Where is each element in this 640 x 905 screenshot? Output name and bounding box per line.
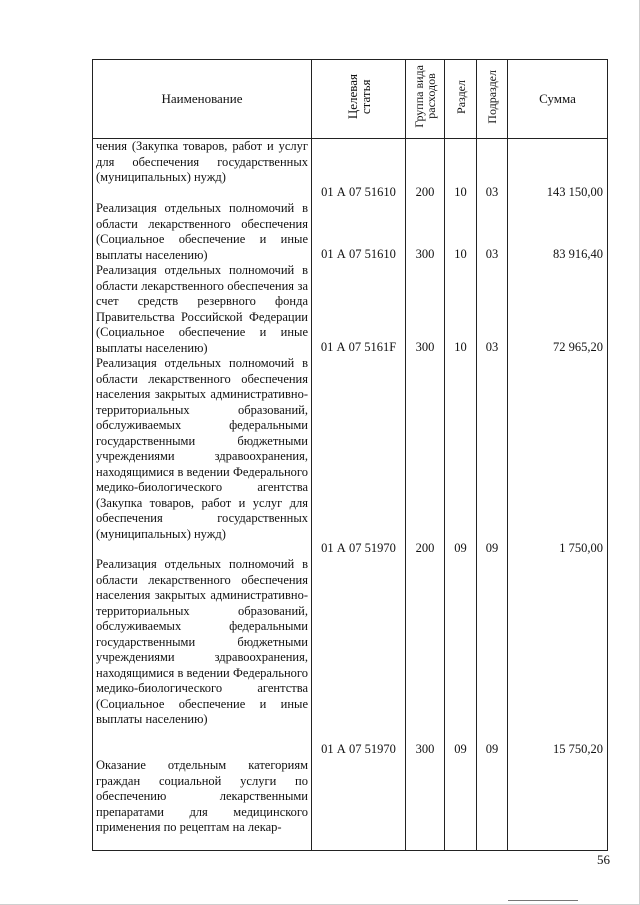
row-sum: 143 150,00	[546, 185, 603, 199]
target-column	[312, 139, 406, 851]
row-group: 300	[415, 742, 435, 756]
row-subsection: 09	[485, 541, 499, 555]
section-column	[445, 139, 477, 851]
table-body-row	[93, 139, 608, 851]
row-name: Реализация отдельных полномочий в области лекарственного обеспечения за счет средств резервного фонда Правительства Российской Федерации (Социальное обеспечение и иные выплаты населению)	[96, 263, 308, 355]
header-section: Раздел	[445, 60, 477, 139]
row-group: 200	[415, 185, 435, 199]
group-column	[406, 139, 445, 851]
row-section: 09	[454, 541, 467, 555]
header-subsection: Подраздел	[477, 60, 508, 139]
row-sum: 15 750,20	[553, 742, 603, 756]
row-section: 10	[454, 185, 467, 199]
row-name: чения (Закупка товаров, работ и услуг для обеспечения государственных (муниципальных) нужд)	[96, 139, 308, 184]
header-row	[93, 60, 608, 139]
row-name: Реализация отдельных полномочий в области лекарственного обеспечения населения закрытых административно-территориальных образований, обслуживаемых федеральными государственными бюджетными учреждениями здравоохранения, находящимися в ведении Федерального медико-биологического агентства (Социальное обеспечение и иные выплаты населению)	[96, 557, 308, 726]
row-subsection: 09	[485, 742, 499, 756]
row-name: Реализация отдельных полномочий в области лекарственного обеспечения населения закрытых административно-территориальных образований, обслуживаемых федеральными государственными бюджетными учреждениями здравоохранения, находящимися в ведении Федерального медико-биологического агентства (Закупка товаров, работ и услуг для обеспечения государственных (муниципальных) нужд)	[96, 356, 308, 541]
row-name: Оказание отдельным категориям граждан социальной услуги по обеспечению лекарственными препаратами для медицинского применения по рецептам на лекар-	[96, 758, 308, 834]
row-subsection: 03	[485, 185, 499, 199]
row-group: 200	[415, 541, 435, 555]
row-target: 01 А 07 51970	[321, 541, 396, 555]
budget-table	[92, 59, 608, 851]
row-name: Реализация отдельных полномочий в области лекарственного обеспечения (Социальное обеспечение и иные выплаты населению)	[96, 201, 308, 262]
row-group: 300	[415, 340, 435, 354]
row-sum: 83 916,40	[553, 247, 603, 261]
row-sum: 1 750,00	[559, 541, 603, 555]
page-number: 56	[597, 852, 610, 867]
row-target: 01 А 07 51970	[321, 742, 396, 756]
row-section: 10	[454, 340, 467, 354]
row-subsection: 03	[485, 247, 499, 261]
row-group: 300	[415, 247, 435, 261]
header-name: Наименование	[93, 60, 312, 139]
header-sum: Сумма	[508, 60, 608, 139]
row-target: 01 А 07 51610	[321, 185, 396, 199]
row-section: 10	[454, 247, 467, 261]
row-target: 01 А 07 5161F	[320, 340, 397, 354]
header-target: Целевая статья	[312, 60, 406, 139]
row-sum: 72 965,20	[553, 340, 603, 354]
sum-column	[508, 139, 608, 851]
subsection-column	[477, 139, 508, 851]
scan-mark	[508, 900, 578, 901]
header-group: Группа вида расходов	[406, 60, 445, 139]
name-column	[93, 139, 312, 851]
row-section: 09	[454, 742, 467, 756]
row-target: 01 А 07 51610	[321, 247, 396, 261]
row-subsection: 03	[485, 340, 499, 354]
